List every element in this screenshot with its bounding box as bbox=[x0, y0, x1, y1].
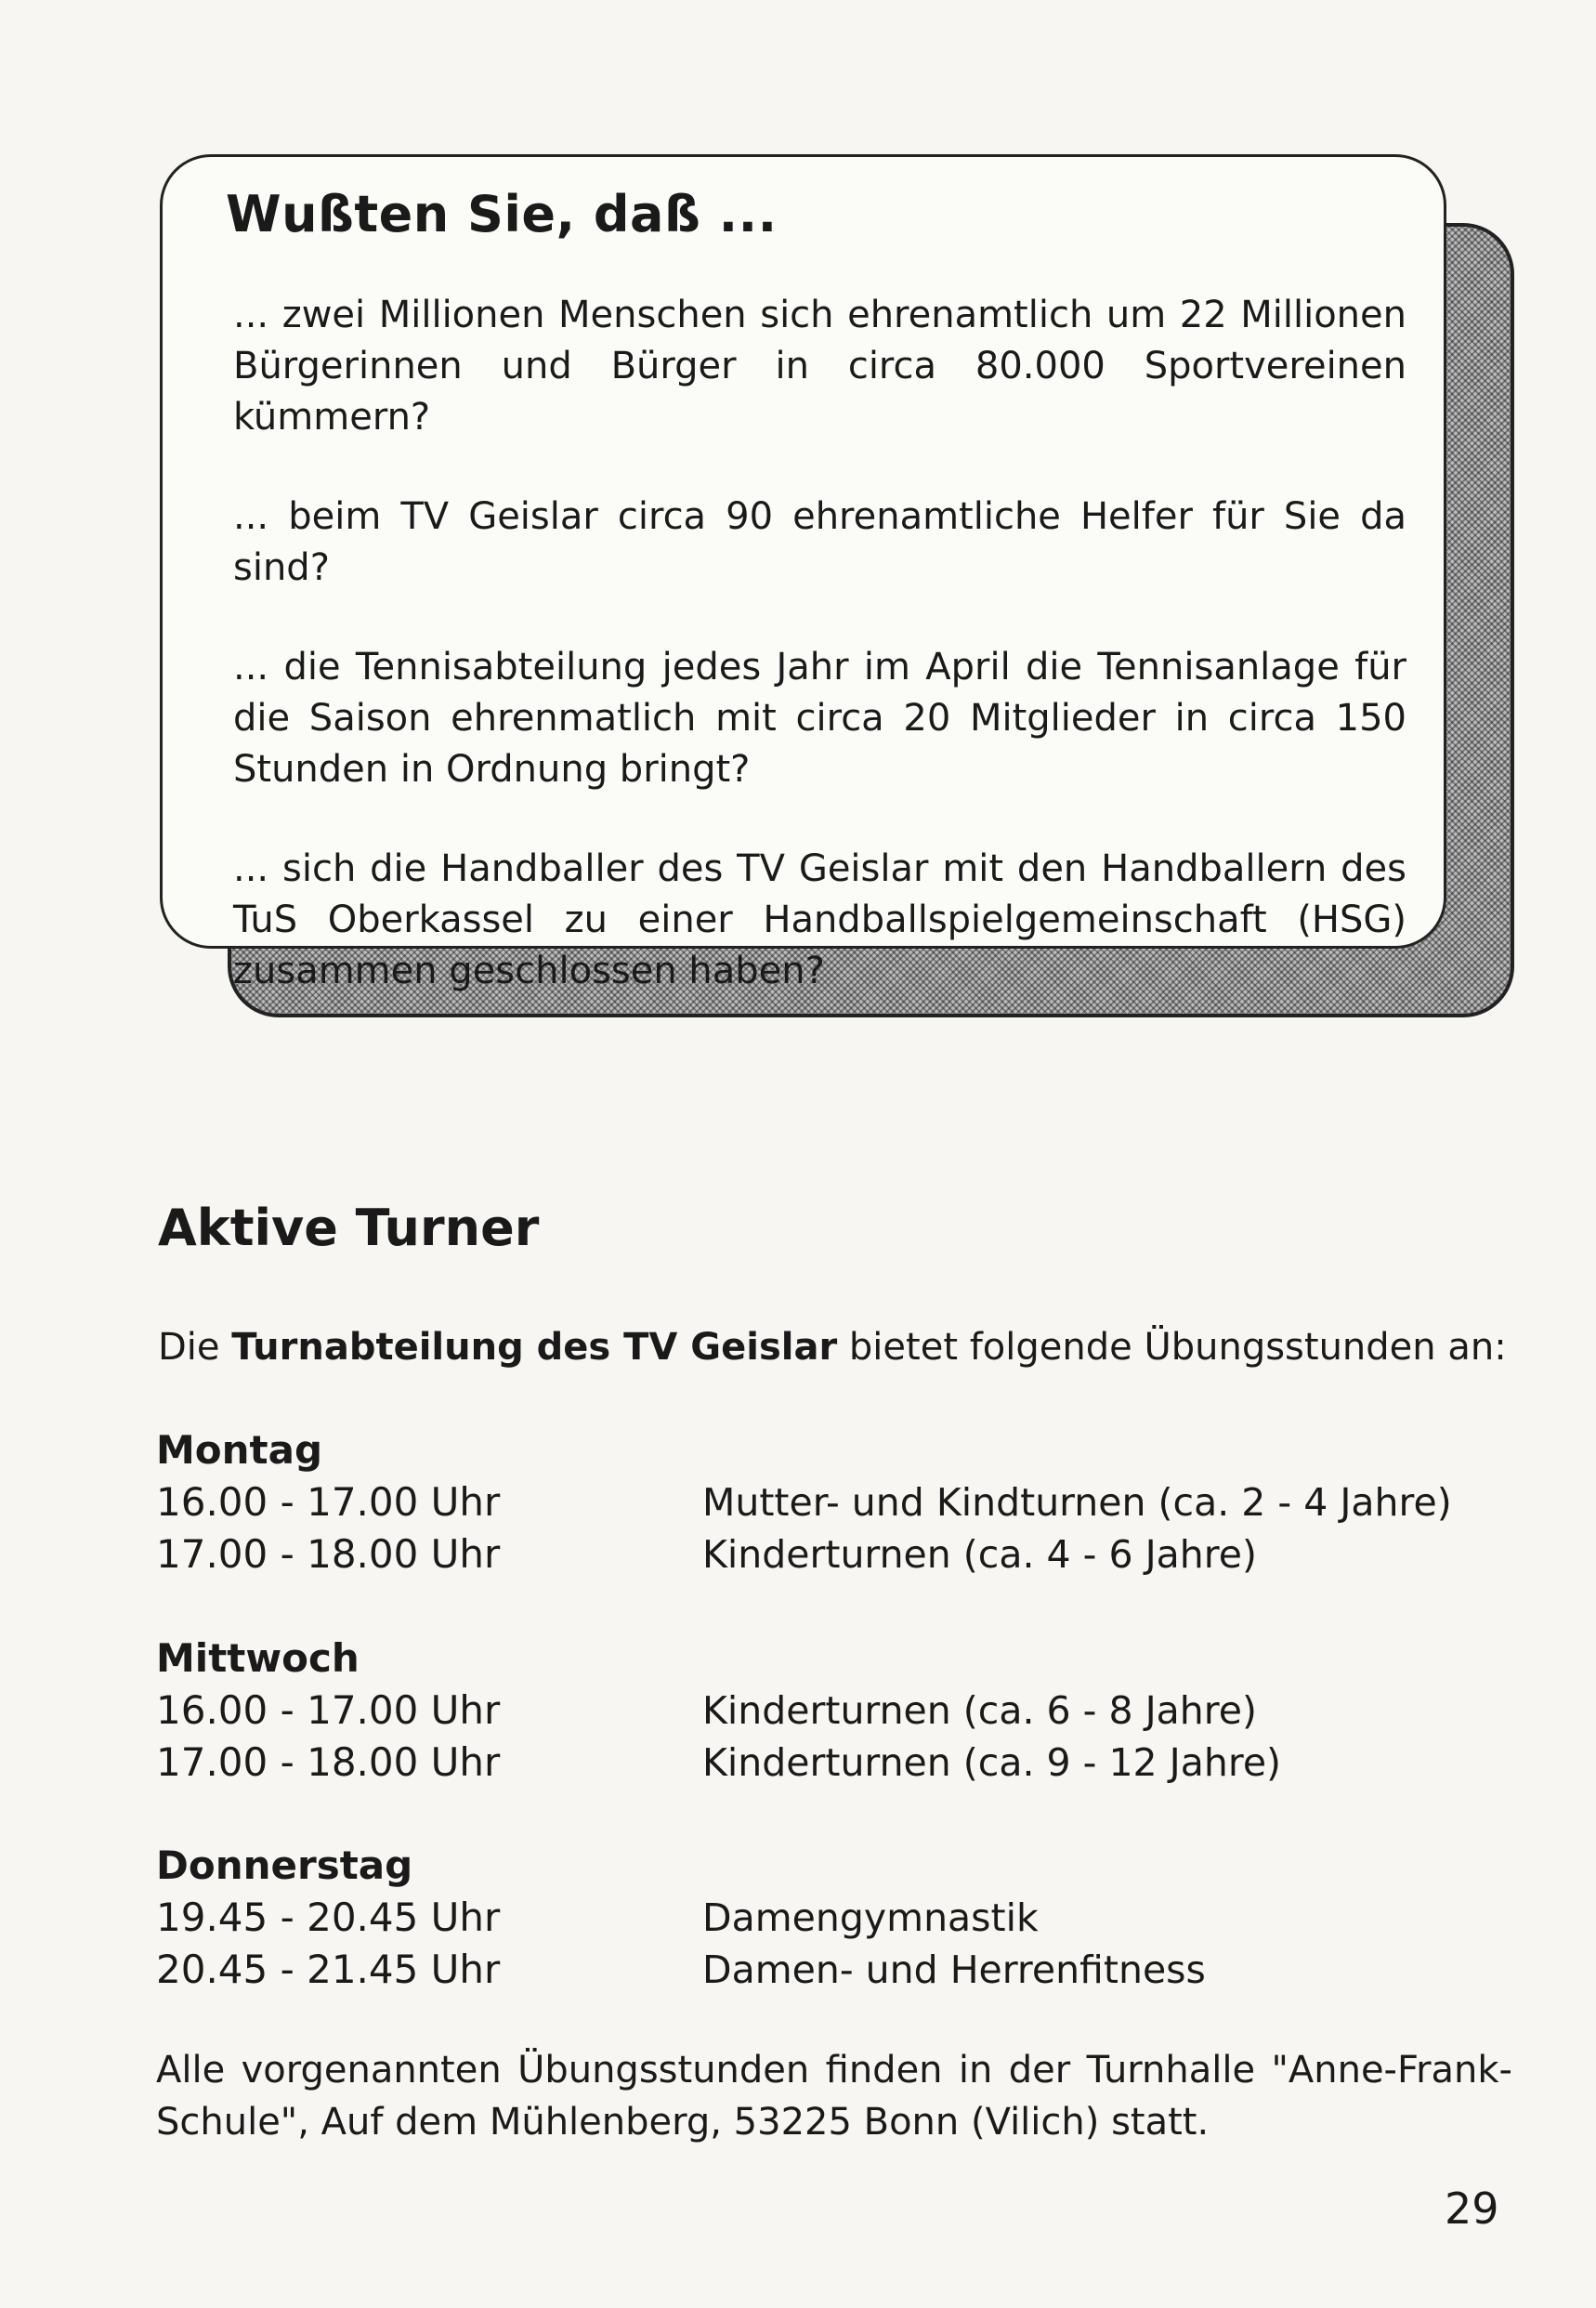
schedule-row bbox=[156, 1528, 1512, 1580]
session-activity: Kinderturnen (ca. 9 - 12 Jahre) bbox=[702, 1740, 1282, 1785]
infobox-paragraph: ... die Tennisabteilung jedes Jahr im April die Tennisanlage für die Saison ehrenmatlich mit circa 20 Mitglieder in circa 150 Stunden in Ordnung bringt? bbox=[233, 646, 1406, 791]
section-intro bbox=[158, 1326, 1514, 1369]
session-activity: Kinderturnen (ca. 6 - 8 Jahre) bbox=[702, 1688, 1257, 1733]
schedule-day-montag bbox=[156, 1424, 1512, 1580]
footer-note: Alle vorgenannten Übungsstunden finden in der Turnhalle "Anne-Frank-Schule", Auf dem Mühlenberg, 53225 Bonn (Vilich) statt. bbox=[156, 2049, 1512, 2144]
page-number: 29 bbox=[1445, 2183, 1499, 2234]
schedule-row bbox=[156, 1892, 1512, 1944]
schedule-row bbox=[156, 1476, 1512, 1528]
intro-prefix: Die bbox=[158, 1326, 232, 1369]
schedule-row bbox=[156, 1685, 1512, 1737]
schedule-row bbox=[156, 1737, 1512, 1789]
session-time: 20.45 - 21.45 Uhr bbox=[156, 1947, 501, 1992]
session-activity: Kinderturnen (ca. 4 - 6 Jahre) bbox=[702, 1532, 1257, 1577]
schedule-day-donnerstag bbox=[156, 1840, 1512, 1996]
infobox-paragraph: ... zwei Millionen Menschen sich ehrenamtlich um 22 Millionen Bürgerinnen und Bürger in circa 80.000 Sportvereinen kümmern? bbox=[233, 294, 1406, 439]
session-activity: Damen- und Herrenfitness bbox=[702, 1947, 1206, 1992]
intro-suffix: bietet folgende Übungsstunden an: bbox=[837, 1326, 1507, 1369]
session-activity: Damengymnastik bbox=[702, 1895, 1039, 1940]
section-title: Aktive Turner bbox=[158, 1199, 540, 1257]
day-name: Donnerstag bbox=[156, 1842, 413, 1888]
schedule-row bbox=[156, 1944, 1512, 1996]
session-time: 16.00 - 17.00 Uhr bbox=[156, 1687, 501, 1733]
session-time: 19.45 - 20.45 Uhr bbox=[156, 1895, 501, 1940]
day-name: Mittwoch bbox=[156, 1635, 360, 1681]
day-name: Montag bbox=[156, 1427, 323, 1473]
infobox bbox=[160, 154, 1446, 992]
infobox-paragraph: ... sich die Handballer des TV Geislar mit den Handballern des TuS Oberkassel zu einer Handballspielgemeinschaft (HSG) zusammen geschlossen haben? bbox=[233, 847, 1406, 992]
session-time: 17.00 - 18.00 Uhr bbox=[156, 1739, 501, 1785]
infobox-paragraph: ... beim TV Geislar circa 90 ehrenamtliche Helfer für Sie da sind? bbox=[233, 495, 1406, 589]
infobox-title: Wußten Sie, daß ... bbox=[226, 185, 778, 243]
session-time: 16.00 - 17.00 Uhr bbox=[156, 1479, 501, 1525]
session-activity: Mutter- und Kindturnen (ca. 2 - 4 Jahre) bbox=[702, 1480, 1452, 1525]
session-time: 17.00 - 18.00 Uhr bbox=[156, 1531, 501, 1577]
intro-bold: Turnabteilung des TV Geislar bbox=[231, 1326, 838, 1369]
schedule-day-mittwoch bbox=[156, 1633, 1512, 1789]
